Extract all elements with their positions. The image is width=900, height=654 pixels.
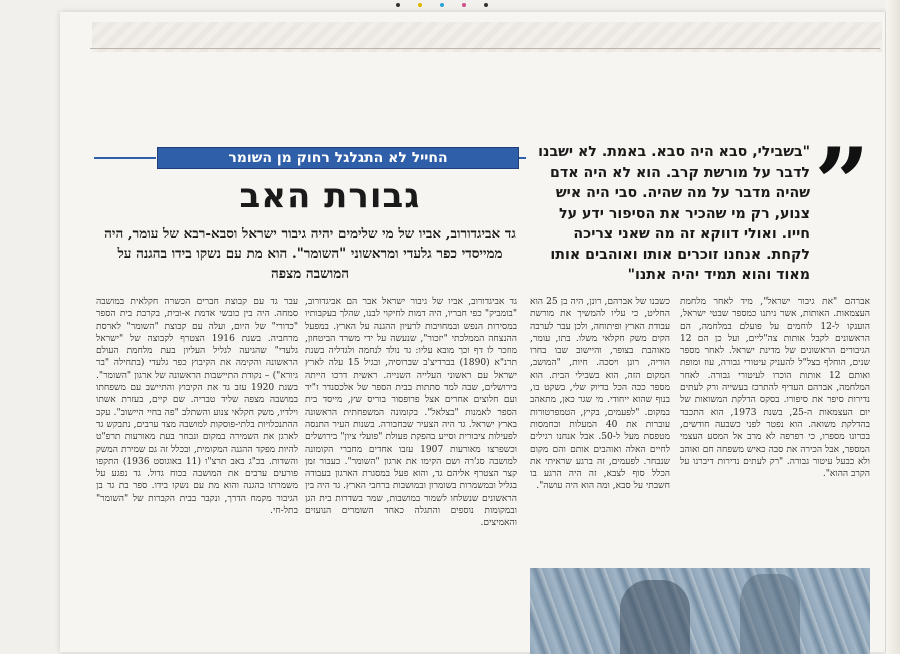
body-column-4: אברהם "את גיבור ישראל", מיד לאחר מלחמת העצמאות. האותות, אשר ניתנו כמספר שבטי ישראל, הוענקו ל-12 לוחמים על פועלם במלחמה, הם הראשונים לקבל אותות צה"ליים, ועל כן הם 12 הגיבורים הראשונים של מדינת ישראל. לאחר מספר שנים, הוחלף בצל"ל להעניק עיטורי גבורה, עוז ומופת ואותם 12 אותות הוכרו לעיטורי גבורה. לאחר המלחמה, אברהם העדיף להתרכז בעשייה ורק לעתים נדירות סיפר את סיפורו. בסקס הדלקת המשואות של יום העצמאות ה-25, בשנת 1973, הוא התכבד בהדלקת משואה. הוא נפטר לפני כשבעה חודשים, בכרונו מספרו, כי רפרפה לא מרב אל המסע העצמי המספר, אבל הכירה את סבה כאיש משפחה חם ואוהב ולא כבעל עיטור גבורה. "רק לעתים נדירות דיברנו על הקרב ההוא".	[680, 297, 870, 480]
top-rule	[90, 48, 880, 49]
quote-mark-icon: ”	[814, 127, 870, 240]
partial-photo	[530, 568, 870, 654]
kicker-line-right	[518, 157, 526, 159]
body-column-1: גד אביגדורוב, אביו של גיבור ישראל אבר הם אביגדורוב, "בומביק" כפי חבריו, היה דמות לחיקוי לבנו, שהלך בעקבותיו במסירות הנפש ובמחויבות לרעיון ההגנה על הארץ. במפעל ההנצחה הממלכתי "יזכור", שנעשה על ידי משרד הביטחון, מוזכר לו דף וכך מובא עליו: גד נולד לנחמה ולגדליה בשנת תרנ"א (1890) בברדיצ'ב שברוסיה, ובגיל 15 עלה לארץ ישראל עם ראשוני העלייה השנייה. ראשית דרכו הייתה בירושלים, שבה למד סתתות בבית הספר של אלכסנדר ז"יד ועם חלוצים אחרים אצל פרופסור בוריס שץ, מייסד בית הספר לאמנות "בצלאל". בקומונה המשפחתית הראשונה בארץ ישראל. גד היה הצעיר שבחבורה. בשנות העיר התנסה לפעילות ציבורית וסייע בהפקת פעולת "פועלי ציון" בירושלים וכשפרצו מאורעות 1907 עזבו אחדים מחברי הקומונה למושבה סג'רה ושם הקימו את ארגון "השומר". כעבור זמן קצר הצטרף אליהם גד, והוא פעל במסגרת הארגון בעבודה בגליל ובמשמרות בשומרון ובמושבות ברחבי הארץ. גד היה בין הראשונים שנשלחו לשמור במושבות, שמר בשדרות בית הגן ובמקומות נוספים והתגלה כאחד השומרים הנועזים והאמיצים.	[305, 297, 517, 529]
print-registration-dots	[396, 3, 488, 7]
kicker-line-left	[94, 157, 156, 159]
pull-quote: "בשבילי, סבא היה סבא. באמת. לא ישבנו לדבר על מורשת קרב. הוא לא היה אדם שהיה מדבר על מה שהיה. סבי היה איש צנוע, רק מי שהכיר את הסיפור ידע על חייו. ואולי דווקא זה מה שאני צריכה לקחת. אנחנו זוכרים אותו ואוהבים אותו מאוד והוא תמיד יהיה אתנו"	[538, 144, 810, 283]
photo-figure	[620, 580, 690, 654]
body-column-3: כשבנו של אברהם, רונן, היה בן 25 הוא החליט, כי עליו להמשיך את מורשת עבודת הארץ ופיתוחה, ולכן עבר לערבה הקים משק חקלאי משלו. בתו, עומר, מאוהבת בצופר, והיישוב שבו בחרו הוריה, רונן ויסכה. חיות, "המושב, המקום הזה, הוא בשבילי הבית. הוא מספר ככה הכל בדיוק שלי, בשקט בו, בנוף שהוא ייחודי. מי שגר כאן, מתאהב במקום. "לפעמים, בקיץ, הטמפרטורות עוברות את 40 המעלות ובחמסות מטפסת מעל ל-50. אבל אנחנו רגילים לחיים האלה ואוהבים אותם והם מקום שנבחר. לפעמים, זה ברגע שראיתי את הכלל סוף לצבא, זה היה הרגע בו חשבתי על סבא, ומה הוא היה עושה".	[530, 297, 670, 492]
article-kicker: החייל לא התגלגל רחוק מן השומר	[157, 147, 519, 169]
body-column-2: עבר גד עם קבוצת חברים הכשרה חקלאית במושבה סמחה. היה בין כובשי אדמת א-ובית, בקרבת בית הספר "כדורי" של היום, ועלה עם קבוצת "השומר" לארסת מרחביה. בשנת 1916 הצטרף לקבוצה של "ישראל גלעדי" שהגיעה לגליל העליון בעת מלחמת העולם הראשונה והקימה את הקיבוץ כפר גלעדי (בתחילה "בר גיורא") – נקודת התיישבות הראשונה של ארגון "השומר". בשנת 1920 עזב גד את הקיבוץ והתיישב עם משפחתו במושבה מצפה שליד טבריה. שם קיים, בעזרת אשתו וילדיו, משק חקלאי צנוע והשתלב "פה בחיי היישוב". עקב ההתנכלויות בלתי-פוסקות למושבה מצד ערבים, נתבקש גד לארגן את השמירה במקום ונבחר בעת מאורעות תרפ"ט להיות מפקד ההגנה המקומית, ובכלל זה גם שמירת המשק והשדות. בכ"ג באב תרצ"ו (11 באוגוסט 1936) התקפו פורעים ערבים את המושבה בכוח גדול. גד נפגע על משמרתו בהגנה והוא מת עם נשקו בידו. ספר בת גד בן הגיבור מקמח הדרך, ונקבר בבית הקברות של "השומר" בתל-חי.	[96, 297, 298, 517]
torn-edge	[886, 0, 900, 654]
article-headline: גבורת האב	[239, 176, 421, 216]
photo-figure	[740, 574, 800, 654]
article-deck: גד אביגדורוב, אביו של מי שלימים יהיה גיבור ישראל וסבא-רבא של עומר, היה ממייסדי כפר גלעדי ומראשוני "השומר". הוא מת עם נשקו בידו בהגנה על המושבה מצפה	[104, 226, 516, 282]
